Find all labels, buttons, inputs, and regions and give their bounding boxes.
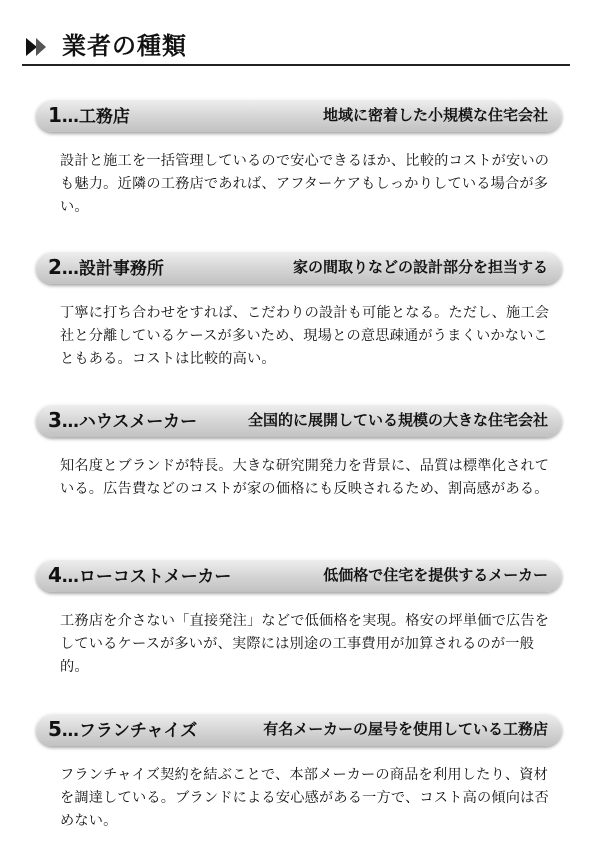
section-separator: … [61, 259, 79, 279]
section-separator: … [61, 107, 79, 127]
section-header-bar [36, 559, 562, 592]
section-name: 設計事務所 [78, 259, 164, 279]
section-description: 知名度とブランドが特長。大きな研究開発力を背景に、品質は標準化されている。広告費などのコストが家の価格にも反映されるため、割高感がある。 [60, 458, 550, 497]
section-description: フランチャイズ契約を結ぶことで、本部メーカーの商品を利用したり、資材を調達している。ブランドによる安心感がある一方で、コスト高の傾向は否めない。 [60, 767, 549, 829]
section-description: 丁寧に打ち合わせをすれば、こだわりの設計も可能となる。ただし、施工会社と分離しているケースが多いため、現場との意思疎通がうまくいかないこともある。コストは比較的高い。 [60, 305, 550, 367]
section-number: 4 [48, 563, 62, 587]
section-number: 5 [48, 717, 62, 741]
section-tagline: 有名メーカーの屋号を使用している工務店 [263, 720, 548, 738]
section-tagline: 低価格で住宅を提供するメーカー [323, 566, 548, 584]
section-description: 設計と施工を一括管理しているので安心できるほか、比較的コストが安いのも魅力。近隣の工務店であれば、アフターケアもしっかりしている場合が多い。 [60, 153, 550, 215]
section-separator: … [61, 412, 79, 432]
section-separator: … [61, 721, 79, 741]
section-sekkei-jimusho [36, 251, 562, 371]
section-header-bar [36, 404, 562, 437]
section-name: ハウスメーカー [78, 412, 198, 432]
section-label [48, 559, 231, 594]
section-franchise [36, 713, 562, 833]
section-number: 3 [48, 408, 62, 432]
section-tagline: 地域に密着した小規模な住宅会社 [322, 106, 548, 124]
section-header-bar [36, 713, 562, 746]
section-label [48, 404, 197, 439]
section-label [48, 99, 130, 134]
play-arrow-icon [36, 38, 46, 56]
section-name: 工務店 [78, 107, 130, 127]
section-name: ローコストメーカー [78, 567, 232, 587]
section-koumuten [36, 99, 562, 219]
section-header-bar [36, 251, 562, 284]
section-number: 1 [48, 103, 62, 127]
section-house-maker [36, 404, 562, 501]
section-name: フランチャイズ [78, 721, 198, 741]
section-number: 2 [48, 255, 62, 279]
section-description: 工務店を介さない「直接発注」などで低価格を実現。格安の坪単価で広告をしているケースが多いが、実際には別途の工事費用が加算されるのが一般的。 [60, 613, 550, 675]
section-tagline: 全国的に展開している規模の大きな住宅会社 [247, 411, 548, 429]
section-label [48, 713, 197, 748]
section-low-cost-maker [36, 559, 562, 679]
section-separator: … [61, 567, 79, 587]
page-title: 業者の種類 [62, 32, 187, 60]
page-header [22, 28, 570, 66]
section-tagline: 家の間取りなどの設計部分を担当する [292, 258, 548, 276]
section-label [48, 251, 164, 286]
section-header-bar [36, 99, 562, 132]
